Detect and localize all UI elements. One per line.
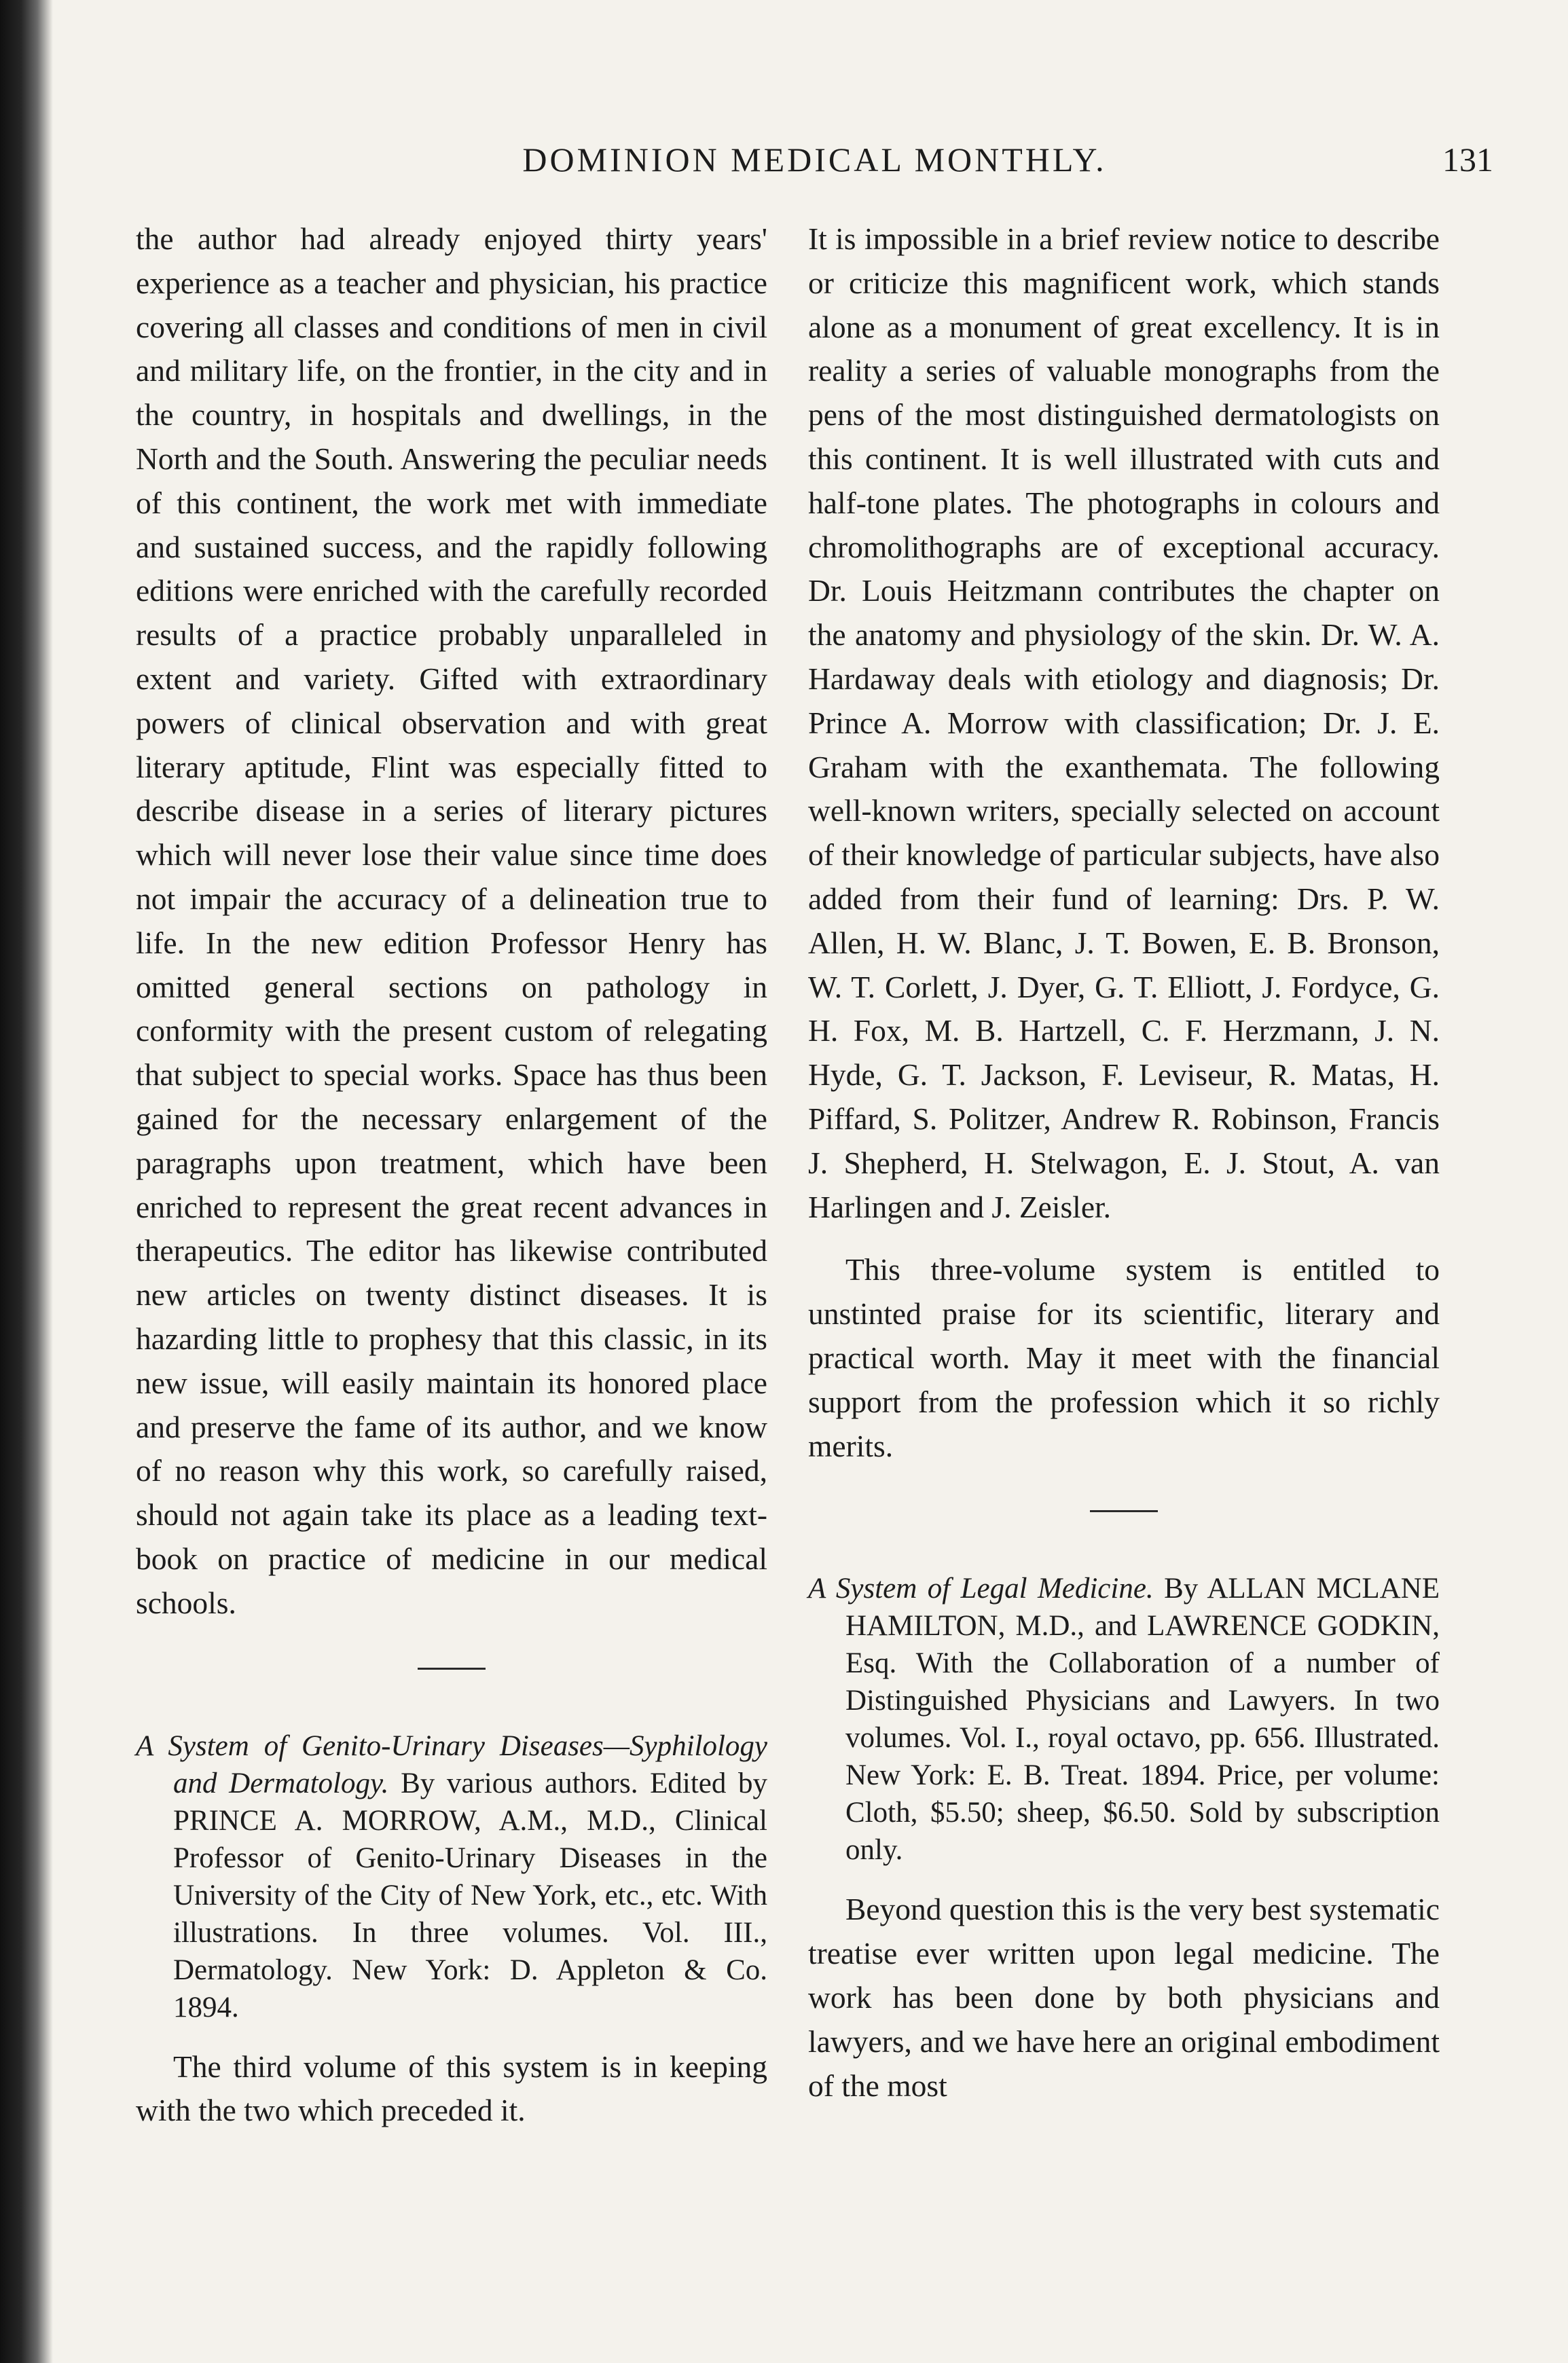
section-divider [808,1468,1440,1570]
review-details: By various authors. Edited by PRINCE A. MORROW, A.M., M.D., Clinical Professor of Genito-Urinary Diseases in the University of the City of New York, etc., etc. With illustrations. In three volumes. Vol. III., Dermatology. New York: D. Appleton & Co. 1894. [173,1767,767,2023]
page-number: 131 [1442,141,1493,179]
review-heading-genito-urinary [136,1727,767,2026]
section-divider [136,1626,767,1727]
left-column [136,217,767,2133]
genito-urinary-review-conclusion: This three-volume system is entitled to unstinted praise for its scientific, literary and practical worth. May it meet with the financial support from the profession which it so richly merits. [808,1252,1440,1463]
genito-urinary-review-intro: The third volume of this system is in keeping with the two which preceded it. [136,2049,767,2128]
review-details: By ALLAN MCLANE HAMILTON, M.D., and LAWRENCE GODKIN, Esq. With the Collaboration of a number of Distinguished Physicians and Lawyers. In two volumes. Vol. I., royal octavo, pp. 656. Illustrated. New York: E. B. Treat. 1894. Price, per volume: Cloth, $5.50; sheep, $6.50. Sold by subscription only. [845,1573,1440,1867]
legal-medicine-review-body: Beyond question this is the very best systematic treatise ever written upon legal medicine. The work has been done by both physicians and lawyers, and we have here an original embodiment of the most [808,1892,1440,2103]
page-binding-shadow [0,0,53,2363]
page-header [136,132,1493,187]
right-column [808,217,1440,2108]
running-head: DOMINION MEDICAL MONTHLY. [522,141,1107,179]
genito-urinary-review-body: It is impossible in a brief review notice to describe or criticize this magnificent work, which stands alone as a monument of great excellency. It is in reality a series of valuable monographs from the pens of the most distinguished dermatologists on this continent. It is well illustrated with cuts and half-tone plates. The photographs in colours and chromolithographs are of exceptional accuracy. Dr. Louis Heitzmann contributes the chapter on the anatomy and physiology of the skin. Dr. W. A. Hardaway deals with etiology and diagnosis; Dr. Prince A. Morrow with classification; Dr. J. E. Graham with the exanthemata. The following well-known writers, specially selected on account of their knowledge of particular subjects, have also added from their fund of learning: Drs. P. W. Allen, H. W. Blanc, J. T. Bowen, E. B. Bronson, W. T. Corlett, J. Dyer, G. T. Elliott, J. Fordyce, G. H. Fox, M. B. Hartzell, C. F. Herzmann, J. N. Hyde, G. T. Jackson, F. Leviseur, R. Matas, H. Piffard, S. Politzer, Andrew R. Robinson, Francis J. Shepherd, H. Stelwagon, E. J. Stout, A. van Harlingen and J. Zeisler. [808,221,1440,1224]
flint-review-continuation: the author had already enjoyed thirty years' experience as a teacher and physician, his practice covering all classes and conditions of men in civil and military life, on the frontier, in the city and in the country, in hospitals and dwellings, in the North and the South. Answering the peculiar needs of this continent, the work met with immediate and sustained success, and the rapidly following editions were enriched with the carefully recorded results of a practice probably unparalleled in extent and variety. Gifted with extraordinary powers of clinical observation and with great literary aptitude, Flint was especially fitted to describe disease in a series of literary pictures which will never lose their value since time does not impair the accuracy of a delineation true to life. In the new edition Professor Henry has omitted general sections on pathology in conformity with the present custom of relegating that subject to special works. Space has thus been gained for the necessary enlargement of the paragraphs upon treatment, which have been enriched to represent the great recent advances in therapeutics. The editor has likewise contributed new articles on twenty distinct diseases. It is hazarding little to prophesy that this classic, in its new issue, will easily maintain its honored place and preserve the fame of its author, and we know of no reason why this work, so carefully raised, should not again take its place as a leading text-book on practice of medicine in our medical schools. [136,221,767,1620]
review-title: A System of Genito-Urinary Diseases—Syphilology and Dermatology. [136,1729,767,1799]
review-heading-legal-medicine [808,1570,1440,1869]
review-title: A System of Legal Medicine. [808,1573,1154,1605]
